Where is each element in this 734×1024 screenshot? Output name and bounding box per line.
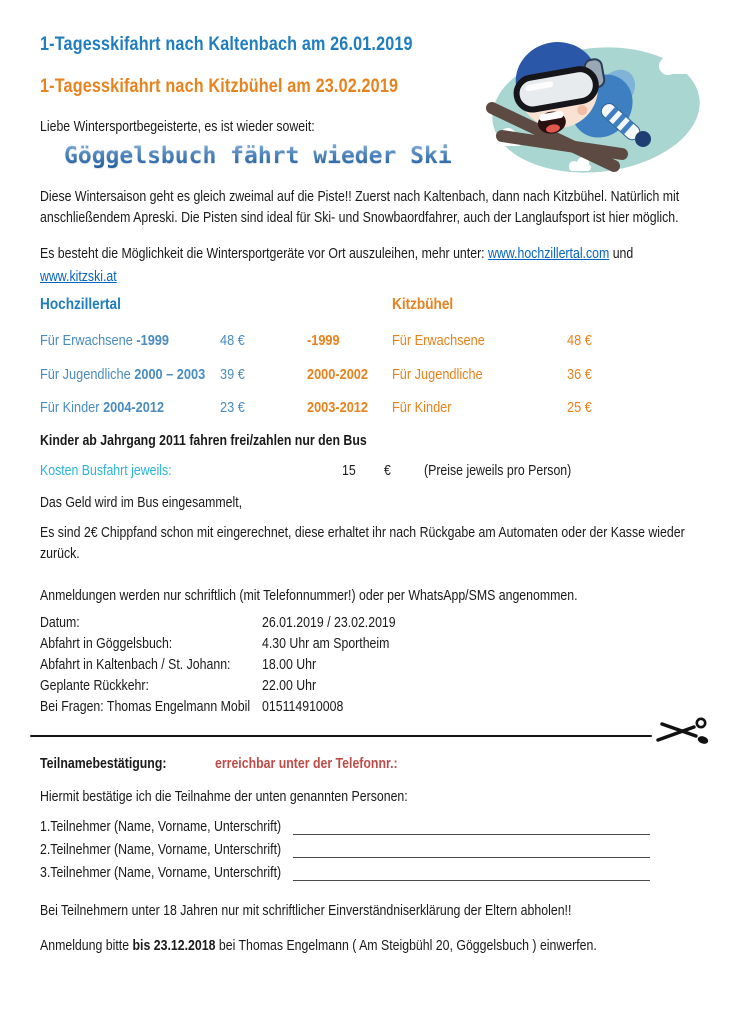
kids-free-note: Kinder ab Jahrgang 2011 fahren frei/zahlen nur den Bus [40, 433, 367, 449]
money-collect-note: Das Geld wird im Bus eingesammelt, [40, 495, 243, 511]
price-years-mid: -1999 [307, 332, 340, 349]
minor-consent-note: Bei Teilnehmern unter 18 Jahren nur mit schriftlicher Einverständniserklärung der Eltern abholen!! [40, 903, 572, 919]
scissors-icon [656, 716, 712, 750]
detail-value: 26.01.2019 / 23.02.2019 [262, 615, 396, 631]
participant-signature-line[interactable] [293, 841, 650, 858]
detail-label: Abfahrt in Kaltenbach / St. Johann: [40, 657, 231, 673]
price-years-mid: 2003-2012 [307, 399, 368, 416]
rental-conjunction: und [609, 246, 634, 262]
rental-text: Es besteht die Möglichkeit die Wintersportgeräte vor Ort auszuleihen, mehr unter: [40, 246, 489, 262]
detail-value: 18.00 Uhr [262, 657, 317, 673]
cut-here-line [30, 735, 652, 737]
price-label: Für Kinder [40, 399, 100, 416]
price-years: 2004-2012 [103, 399, 165, 416]
rental-paragraph [40, 243, 733, 289]
participant-row [40, 818, 690, 837]
price-value-right: 25 € [567, 399, 592, 416]
confirmation-label: Teilnamebestätigung: [40, 756, 167, 772]
participant-signature-line[interactable] [293, 818, 650, 835]
chip-deposit-note: Es sind 2€ Chippfand schon mit eingerechnet, diese erhaltet ihr nach Rückgabe am Automaten oder der Kasse wieder zurück. [40, 525, 685, 562]
price-label-right: Für Kinder [392, 399, 452, 416]
banner-title: Göggelsbuch fährt wieder Ski [64, 143, 452, 169]
price-years: 2000 – 2003 [134, 366, 206, 383]
hochzillertal-header: Hochzillertal [40, 296, 121, 313]
price-label: Für Jugendliche [40, 366, 131, 383]
price-label-right: Für Erwachsene [392, 332, 485, 349]
detail-value: 22.00 Uhr [262, 678, 317, 694]
bus-cost-value: 15 [342, 463, 356, 479]
price-years: -1999 [136, 332, 170, 349]
participant-label: 1.Teilnehmer (Name, Vorname, Unterschrift) [40, 819, 282, 835]
participant-row [40, 841, 690, 860]
deadline-suffix: bei Thomas Engelmann ( Am Steigbühl 20, Göggelsbuch ) einwerfen. [215, 938, 597, 954]
detail-value: 4.30 Uhr am Sportheim [262, 636, 390, 652]
price-value-right: 36 € [567, 366, 592, 383]
detail-value: 015114910008 [262, 699, 344, 715]
confirmation-text: Hiermit bestätige ich die Teilnahme der unten genannten Personen: [40, 789, 408, 805]
kitzbuehel-header: Kitzbühel [392, 296, 454, 313]
participant-row [40, 864, 690, 883]
price-row-left [40, 332, 169, 349]
price-value-left: 39 € [220, 366, 245, 383]
price-value-right: 48 € [567, 332, 592, 349]
deadline-note [40, 936, 597, 957]
price-value-left: 23 € [220, 399, 245, 416]
phone-reachable-label: erreichbar unter der Telefonnr.: [215, 756, 398, 772]
price-label: Für Erwachsene [40, 332, 133, 349]
ski-jumper-illustration [446, 18, 724, 186]
price-row-left [40, 399, 164, 416]
price-label-right: Für Jugendliche [392, 366, 483, 383]
bus-cost-label: Kosten Busfahrt jeweils: [40, 463, 172, 479]
kitzski-link[interactable]: www.kitzski.at [40, 269, 117, 285]
intro-paragraph: Diese Wintersaison geht es gleich zweimal auf die Piste!! Zuerst nach Kaltenbach, dann nach Kitzbühel. Natürlich mit anschließendem Apreski. Die Pisten sind ideal für Ski- und Snowbaordfahrer, auch der Langlaufsport ist hier möglich. [40, 189, 680, 226]
page-title-kitzbuehel: 1-Tagesskifahrt nach Kitzbühel am 23.02.2019 [40, 76, 399, 97]
participant-label: 2.Teilnehmer (Name, Vorname, Unterschrift) [40, 842, 282, 858]
page-title-kaltenbach: 1-Tagesskifahrt nach Kaltenbach am 26.01.2019 [40, 34, 413, 55]
bus-cost-currency: € [384, 463, 391, 479]
hochzillertal-link[interactable]: www.hochzillertal.com [488, 246, 610, 262]
greeting-text: Liebe Wintersportbegeisterte, es ist wieder soweit: [40, 119, 315, 135]
participant-label: 3.Teilnehmer (Name, Vorname, Unterschrift) [40, 865, 282, 881]
price-years-mid: 2000-2002 [307, 366, 368, 383]
registration-note: Anmeldungen werden nur schriftlich (mit Telefonnummer!) oder per WhatsApp/SMS angenommen. [40, 588, 578, 604]
ski-jumper-icon [446, 18, 724, 186]
deadline-date: bis 23.12.2018 [132, 938, 216, 954]
deadline-prefix: Anmeldung bitte [40, 938, 133, 954]
detail-label: Bei Fragen: Thomas Engelmann Mobil [40, 699, 251, 715]
price-row-left [40, 366, 205, 383]
price-value-left: 48 € [220, 332, 245, 349]
detail-label: Datum: [40, 615, 80, 631]
per-person-note: (Preise jeweils pro Person) [424, 463, 572, 479]
participant-signature-line[interactable] [293, 864, 650, 881]
detail-label: Abfahrt in Göggelsbuch: [40, 636, 173, 652]
detail-label: Geplante Rückkehr: [40, 678, 149, 694]
